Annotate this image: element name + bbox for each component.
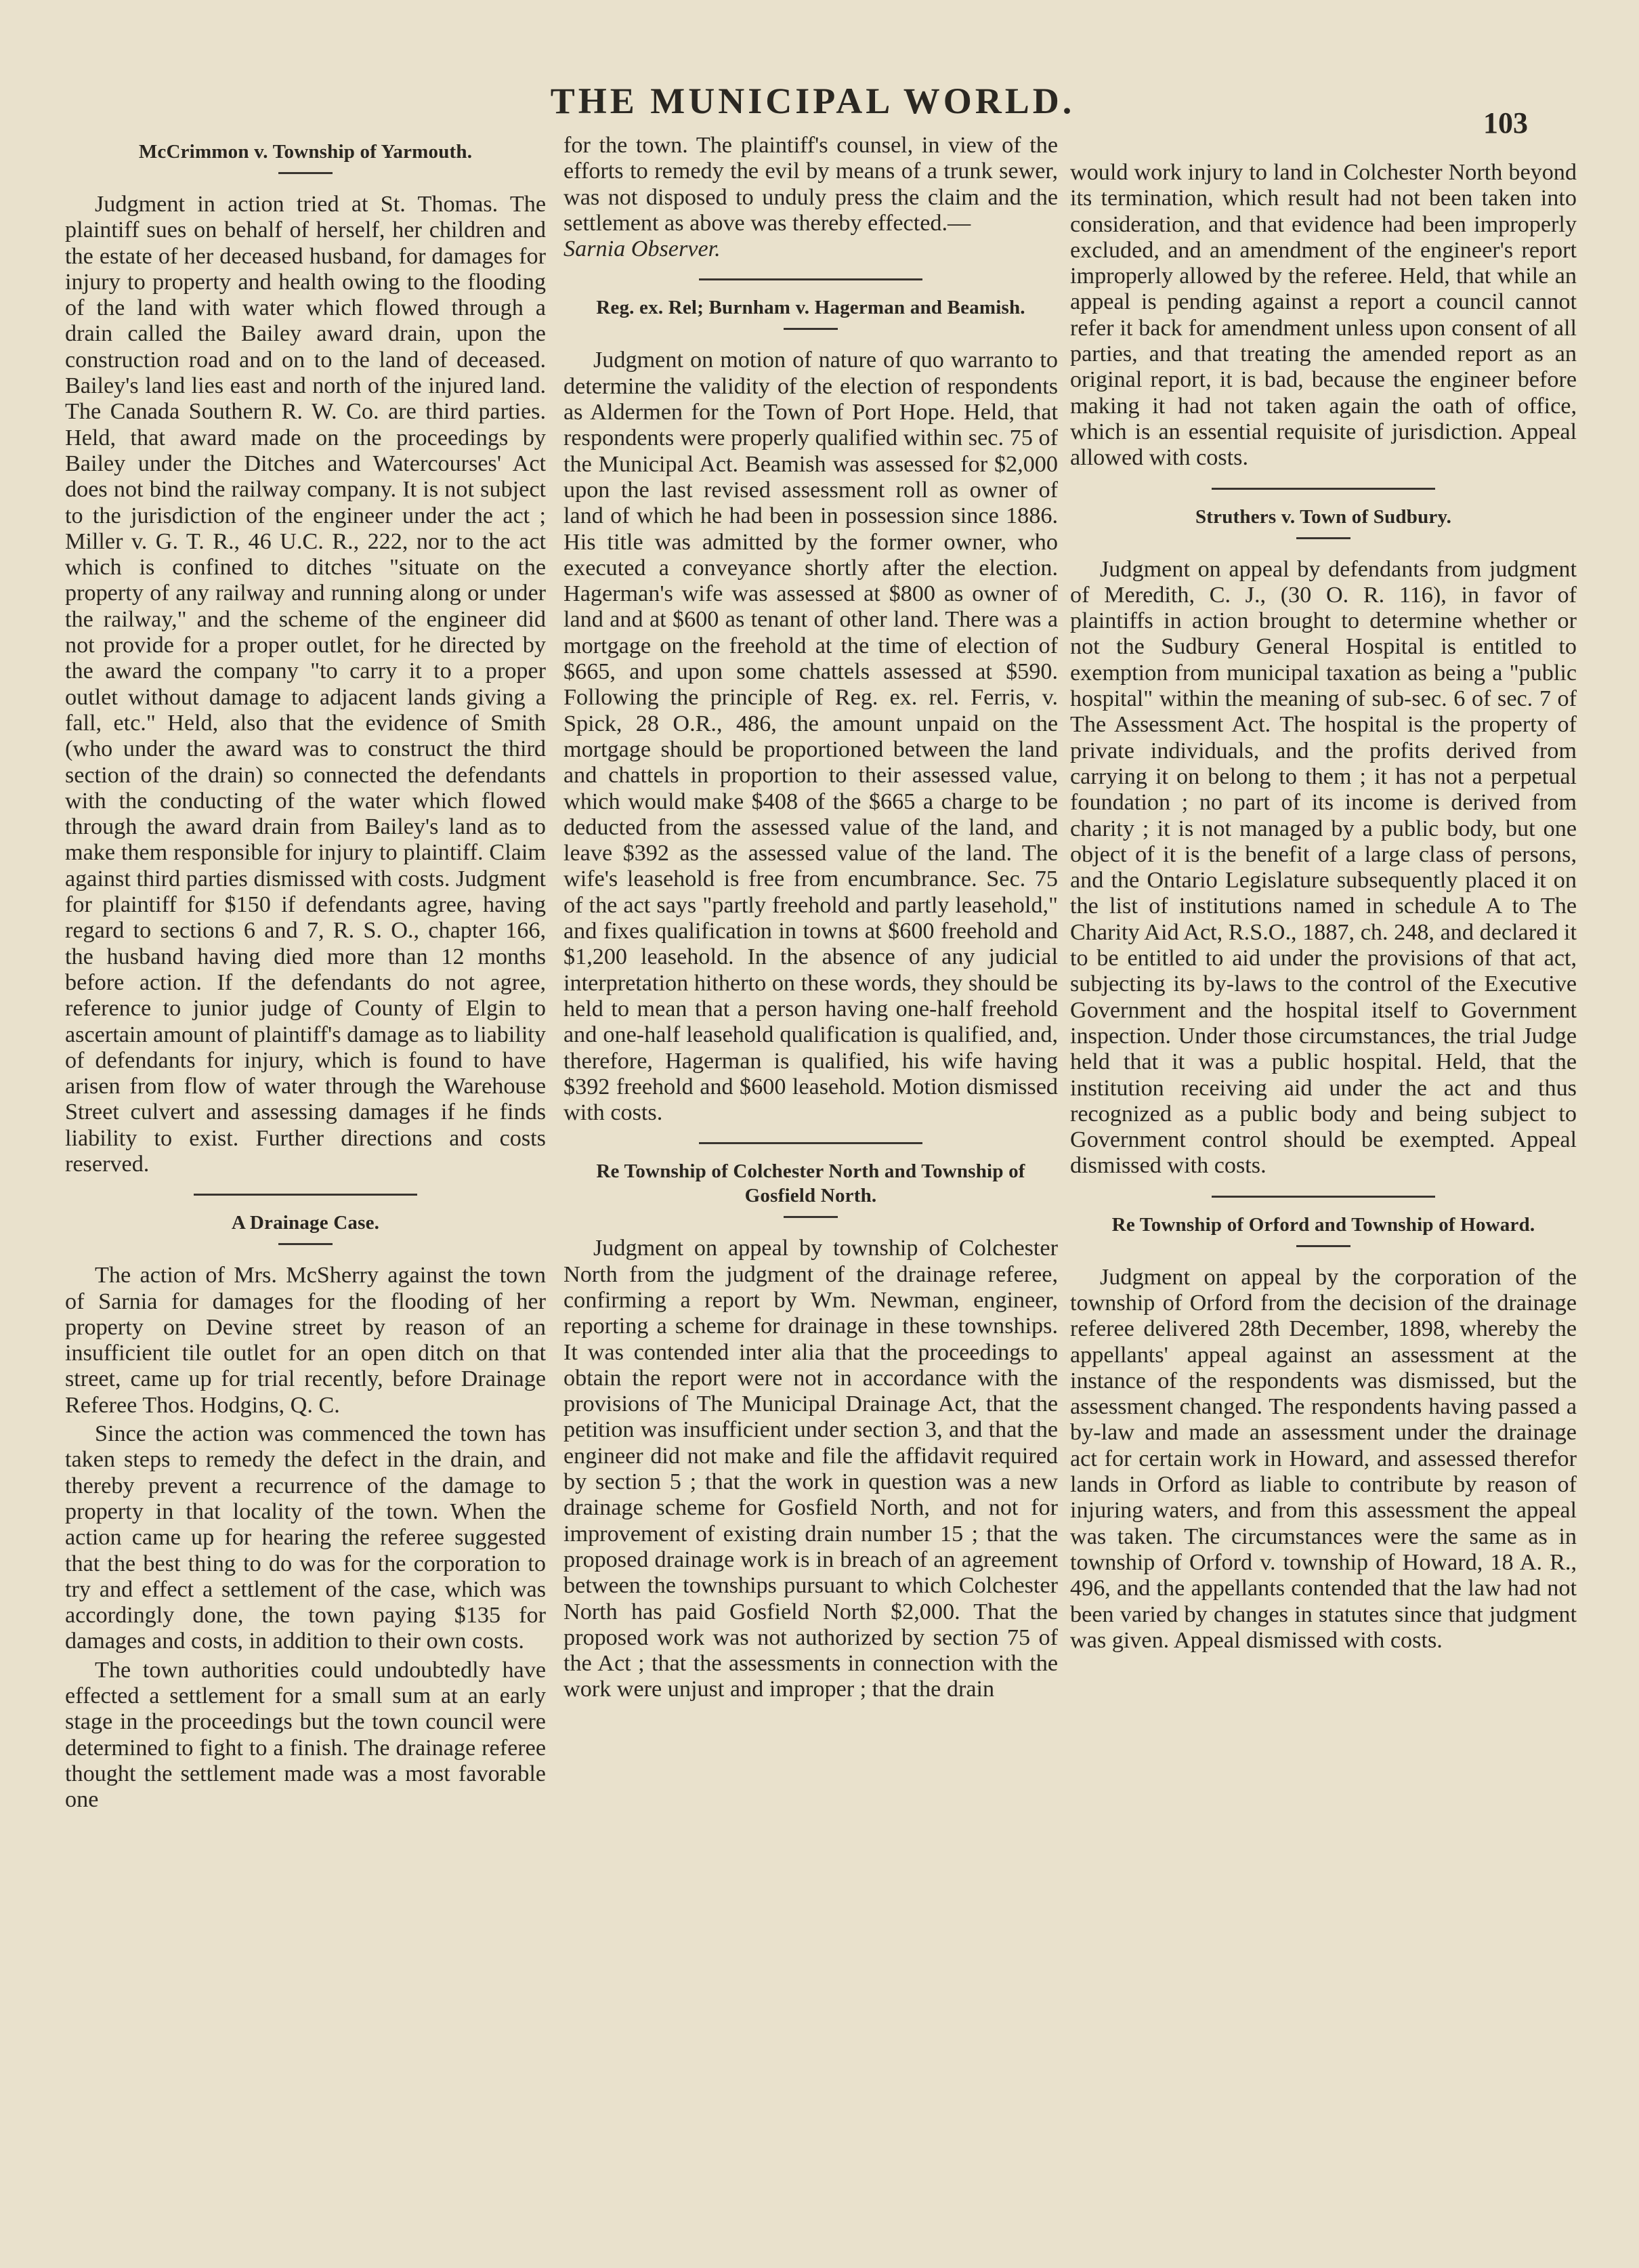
short-divider	[1296, 1245, 1350, 1247]
paragraph: The town authorities could undoubtedly have effected a settlement for a small sum at an early stage in the proceedings but the town council were determined to fight to a finish. The drainage referee thought the settlement made was a most favorable one	[65, 1657, 546, 1813]
column-3	[1070, 133, 1577, 2226]
running-title: THE MUNICIPAL WORLD.	[550, 81, 1076, 121]
paragraph-continued: for the town. The plaintiff's counsel, in view of the efforts to remedy the evil by means of a trunk sewer, was not disposed to unduly press the claim and the settlement as above was thereby effected.—	[563, 133, 1058, 236]
short-divider	[1296, 537, 1350, 539]
paragraph-continued: would work injury to land in Colchester North beyond its termination, which result had not been taken into consideration, and that evidence had been improperly excluded, and an amendment of the engineer's report improperly allowed by the referee. Held, that while an appeal is pending against a report a council cannot refer it back for amendment unless upon consent of all parties, and that treating the amended report as an original report, it is bad, because the engineer before making it had not taken again the oath of office, which is an essential requisite of jurisdiction. Appeal allowed with costs.	[1070, 160, 1577, 471]
source-citation: Sarnia Observer.	[563, 236, 721, 262]
paragraph: Judgment on motion of nature of quo warranto to determine the validity of the election of respondents as Aldermen for the Town of Port Hope. Held, that respondents were properly qualified within sec. 75 of the Municipal Act. Beamish was assessed for $2,000 upon the last revised assessment roll as owner of land of which he had been in possession since 1886. His title was admitted by the former owner, who executed a conveyance shortly after the election. Hagerman's wife was assessed at $800 as owner of land and at $600 as tenant of other land. There was a mortgage on the freehold at the time of election of $665, and upon some chattels assessed at $590. Following the principle of Reg. ex. rel. Ferris, v. Spick, 28 O.R., 486, the amount unpaid on the mortgage should be proportioned between the land and chattels in proportion to their assessed value, which would make $408 of the $665 a charge to be deducted from the assessed value of the land, and leave $392 as the assessed value of the land. The wife's leasehold is free from encumbrance. Sec. 75 of the act says "partly freehold and partly leasehold," and fixes qualification in towns at $600 freehold and $1,200 leasehold. In the absence of any judicial interpretation hitherto on these words, they should be held to mean that a person having one-half freehold and one-half leasehold qualification is qualified, and, therefore, Hagerman is qualified, his wife having $392 freehold and $600 leasehold. Motion dismissed with costs.	[563, 348, 1058, 1126]
paragraph: Since the action was commenced the town has taken steps to remedy the defect in the drain, and thereby prevent a recurrence of the damage to property in that locality of the town. When the action came up for hearing the referee suggested that the best thing to do was for the corporation to try and effect a settlement of the case, which was accordingly done, the town paying $135 for damages and costs, in addition to their own costs.	[65, 1421, 546, 1654]
section-divider	[699, 278, 922, 280]
section-divider	[1212, 488, 1435, 490]
section-divider	[194, 1194, 417, 1196]
paragraph: Judgment in action tried at St. Thomas. The plaintiff sues on behalf of herself, her children and the estate of her deceased husband, for damages for injury to property and health owing to the flooding of the land with water which flowed through a drain called the Bailey award drain, upon the construction road and on to the land of deceased. Bailey's land lies east and north of the injured land. The Canada Southern R. W. Co. are third parties. Held, that award made on the proceedings by Bailey under the Ditches and Watercourses' Act does not bind the railway company. It is not subject to the jurisdiction of the engineer under the act ; Miller v. G. T. R., 46 U.C. R., 222, nor to the act which is confined to ditches "situate on the property of any railway and running along or under the railway," and the scheme of the engineer did not provide for a proper outlet, for he directed by the award the company "to carry it to a proper outlet without damage to adjacent lands giving a fall, etc." Held, also that the evidence of Smith (who under the award was to construct the third section of the drain) so connected the defendants with the conducting of the water which flowed through the award drain from Bailey's land as to make them responsible for injury to plaintiff. Claim against third parties dismissed with costs. Judgment for plaintiff for $150 if defendants agree, having regard to sections 6 and 7, R. S. O., chapter 166, the husband having died more than 12 months before action. If the defendants do not agree, reference to junior judge of County of Elgin to ascertain amount of plaintiff's damage as to liability of defendants for injury, which is found to have arisen from flow of water through the Warehouse Street culvert and assessing damages if he finds liability to exist. Further directions and costs reserved.	[65, 192, 546, 1177]
paragraph: Judgment on appeal by the corporation of the township of Orford from the decision of the drainage referee delivered 28th December, 1898, whereby the appellants' appeal against an assessment at the instance of the respondents was dismissed, but the assessment changed. The respondents having passed a by-law and made an assessment under the drainage act for certain work in Howard, and assessed therefor lands in Orford as liable to contribute by reason of injuring waters, and from this assessment the appeal was taken. The circumstances were the same as in township of Orford v. township of Howard, 18 A. R., 496, and the appellants contended that the law had not been varied by changes in statutes since that judgment was given. Appeal dismissed with costs.	[1070, 1264, 1577, 1653]
page-number: 103	[1483, 106, 1528, 140]
page-header	[0, 80, 1639, 140]
short-divider	[784, 328, 838, 330]
case-heading: A Drainage Case.	[231, 1212, 380, 1234]
case-heading: McCrimmon v. Township of Yarmouth.	[138, 141, 473, 163]
paragraph: The action of Mrs. McSherry against the town of Sarnia for damages for the flooding of her property on Devine street by reason of an insufficient tile outlet for an open ditch on that street, came up for trial recently, before Drainage Referee Thos. Hodgins, Q. C.	[65, 1263, 546, 1418]
section-divider	[699, 1142, 922, 1144]
short-divider	[278, 172, 333, 174]
short-divider	[784, 1216, 838, 1218]
column-1	[65, 133, 546, 2226]
short-divider	[278, 1243, 333, 1245]
paragraph: Judgment on appeal by township of Colchester North from the judgment of the drainage referee, confirming a report by Wm. Newman, engineer, reporting a scheme for drainage in these townships. It was contended inter alia that the proceedings to obtain the report were not in accordance with the provisions of The Municipal Drainage Act, that the petition was insufficient under section 3, and that the engineer did not make and file the affidavit required by section 5 ; that the work in question was a new drainage scheme for Gosfield North, and not for improvement of existing drain number 15 ; that the proposed drainage work is in breach of an agreement between the townships pursuant to which Colchester North has paid Gosfield North $2,000. That the proposed work was not authorized by section 75 of the Act ; that the assessments in connection with the work were unjust and improper ; that the drain	[563, 1236, 1058, 1702]
case-heading: Re Township of Colchester North and Township of Gosfield North.	[596, 1160, 1025, 1207]
case-heading: Re Township of Orford and Township of Howard.	[1111, 1213, 1535, 1236]
column-2	[563, 133, 1058, 2226]
paragraph: Judgment on appeal by defendants from judgment of Meredith, C. J., (30 O. R. 116), in favor of plaintiffs in action brought to determine whether or not the Sudbury General Hospital is entitled to exemption from municipal taxation as being a "public hospital" within the meaning of sub-sec. 6 of sec. 7 of The Assessment Act. The hospital is the property of private individuals, and the profits derived from carrying it on belong to them ; it has not a perpetual foundation ; no part of its income is derived from charity ; it is not managed by a public body, but one object of it is the benefit of a large class of persons, and the Ontario Legislature subsequently placed it on the list of institutions named in schedule A to The Charity Aid Act, R.S.O., 1887, ch. 248, and declared it to be entitled to aid under the provisions of that act, subjecting its by-laws to the control of the Executive Government and the hospital itself to Government inspection. Under those circumstances, the trial Judge held that it was a public hospital. Held, that the institution receiving aid under the act and thus recognized as a public body and being subject to Government control should be exempted. Appeal dismissed with costs.	[1070, 556, 1577, 1179]
case-heading: Struthers v. Town of Sudbury.	[1195, 505, 1452, 528]
case-heading: Reg. ex. Rel; Burnham v. Hagerman and Beamish.	[596, 297, 1025, 319]
section-divider	[1212, 1196, 1435, 1198]
